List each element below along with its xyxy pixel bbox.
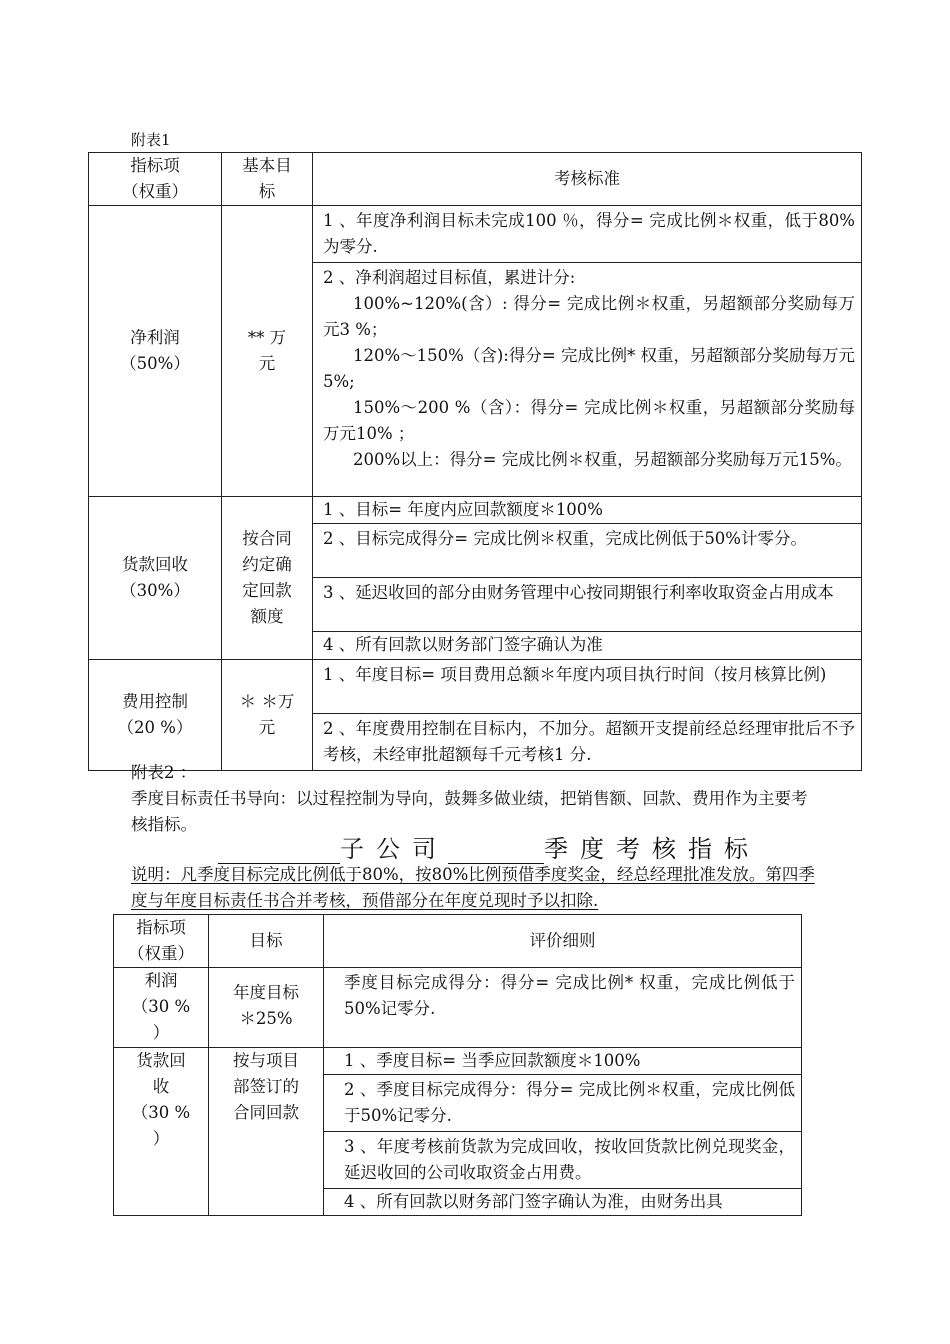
profit-target-cell: ** 万 元 (222, 206, 313, 497)
profit-row-1 (89, 206, 862, 263)
collection-rule-2: 2 、目标完成得分= 完成比例＊权重，完成比例低于50%计零分。 (313, 524, 862, 578)
profit-rule-2-intro: 2 、净利润超过目标值，累进计分: (323, 268, 576, 287)
appendix1-header-row (89, 153, 862, 206)
appendix1-label: 附表1 (131, 131, 171, 149)
profit-tier-1: 100%~120%(含）: 得分= 完成比例＊权重，另超额部分奖励每万元3 %； (323, 294, 855, 339)
profit-name-cell: 净利润 （50%） (89, 206, 222, 497)
profit-tier-4: 200%以上：得分= 完成比例＊权重，另超额部分奖励每万元15%。 (353, 450, 852, 469)
q-collection-row-1 (114, 1048, 802, 1075)
header2-target: 目标 (209, 915, 324, 968)
appendix2-title (218, 834, 760, 864)
q-collection-rule-3: 3 、年度考核前货款为完成回收，按收回货款比例兑现奖金，延迟收回的公司收取资金占用费。 (324, 1132, 802, 1189)
q-profit-rule: 季度目标完成得分：得分= 完成比例* 权重，完成比例低于50%记零分. (324, 968, 802, 1048)
title-quarter-indicators: 季度考核指标 (544, 835, 760, 863)
header-criteria: 考核标准 (313, 153, 862, 206)
appendix2-label: 附表2 ： (131, 763, 197, 782)
q-collection-rule-1: 1 、季度目标= 当季应回款额度＊100% (324, 1048, 802, 1075)
expense-row-1 (89, 660, 862, 714)
collection-name-cell: 货款回收 （30%） (89, 497, 222, 660)
q-collection-rule-4: 4 、所有回款以财务部门签字确认为准，由财务出具 (324, 1189, 802, 1216)
quarter-blank (448, 841, 544, 864)
collection-rule-4: 4 、所有回款以财务部门签字确认为准 (313, 632, 862, 660)
collection-rule-3: 3 、延迟收回的部分由财务管理中心按同期银行利率收取资金占用成本 (313, 578, 862, 632)
header-indicator: 指标项 （权重） (89, 153, 222, 206)
title-subsidiary: 子公司 (340, 835, 448, 863)
q-profit-name-cell: 利润 （30 % ） (114, 968, 209, 1048)
appendix1-table (88, 152, 862, 771)
header2-rules: 评价细则 (324, 915, 802, 968)
q-collection-rule-2: 2 、季度目标完成得分：得分= 完成比例＊权重，完成比例低于50%记零分. (324, 1075, 802, 1132)
appendix2-table (113, 914, 802, 1216)
profit-rule-1: 1 、年度净利润目标未完成100 ％，得分= 完成比例＊权重，低于80%为零分. (313, 206, 862, 263)
profit-tier-2: 120%～150%（含):得分= 完成比例* 权重，另超额部分奖励每万元5%; (323, 346, 855, 391)
header2-indicator: 指标项 （权重） (114, 915, 209, 968)
subsidiary-blank (218, 841, 340, 864)
expense-target-cell: ＊ ＊万 元 (222, 660, 313, 771)
collection-target-cell: 按合同 约定确 定回款 额度 (222, 497, 313, 660)
appendix2-note: 说明：凡季度目标完成比例低于80%，按80%比例预借季度奖金，经总经理批准发放。第四季度与年度目标责任书合并考核，预借部分在年度兑现时予以扣除. (131, 865, 815, 910)
collection-rule-1: 1 、目标= 年度内应回款额度＊100% (313, 497, 862, 524)
expense-rule-1: 1 、年度目标= 项目费用总额＊年度内项目执行时间（按月核算比例) (313, 660, 862, 714)
profit-tier-3: 150%～200 %（含）：得分= 完成比例＊权重，另超额部分奖励每万元10% ； (323, 398, 855, 443)
collection-row-1 (89, 497, 862, 524)
q-collection-name-cell: 货款回 收 （30 % ） (114, 1048, 209, 1216)
q-profit-row (114, 968, 802, 1048)
expense-rule-2: 2 、年度费用控制在目标内，不加分。超额开支提前经总经理审批后不予考核，未经审批超额每千元考核1 分. (313, 714, 862, 771)
expense-name-cell: 费用控制 （20 %） (89, 660, 222, 771)
profit-rule-2 (313, 263, 862, 497)
header-basic-target: 基本目 标 (222, 153, 313, 206)
appendix2-guide: 季度目标责任书导向：以过程控制为导向，鼓舞多做业绩，把销售额、回款、费用作为主要考核指标。 (131, 789, 808, 834)
q-collection-target-cell: 按与项目 部签订的 合同回款 (209, 1048, 324, 1216)
q-profit-target-cell: 年度目标 ＊25% (209, 968, 324, 1048)
appendix2-header-row (114, 915, 802, 968)
